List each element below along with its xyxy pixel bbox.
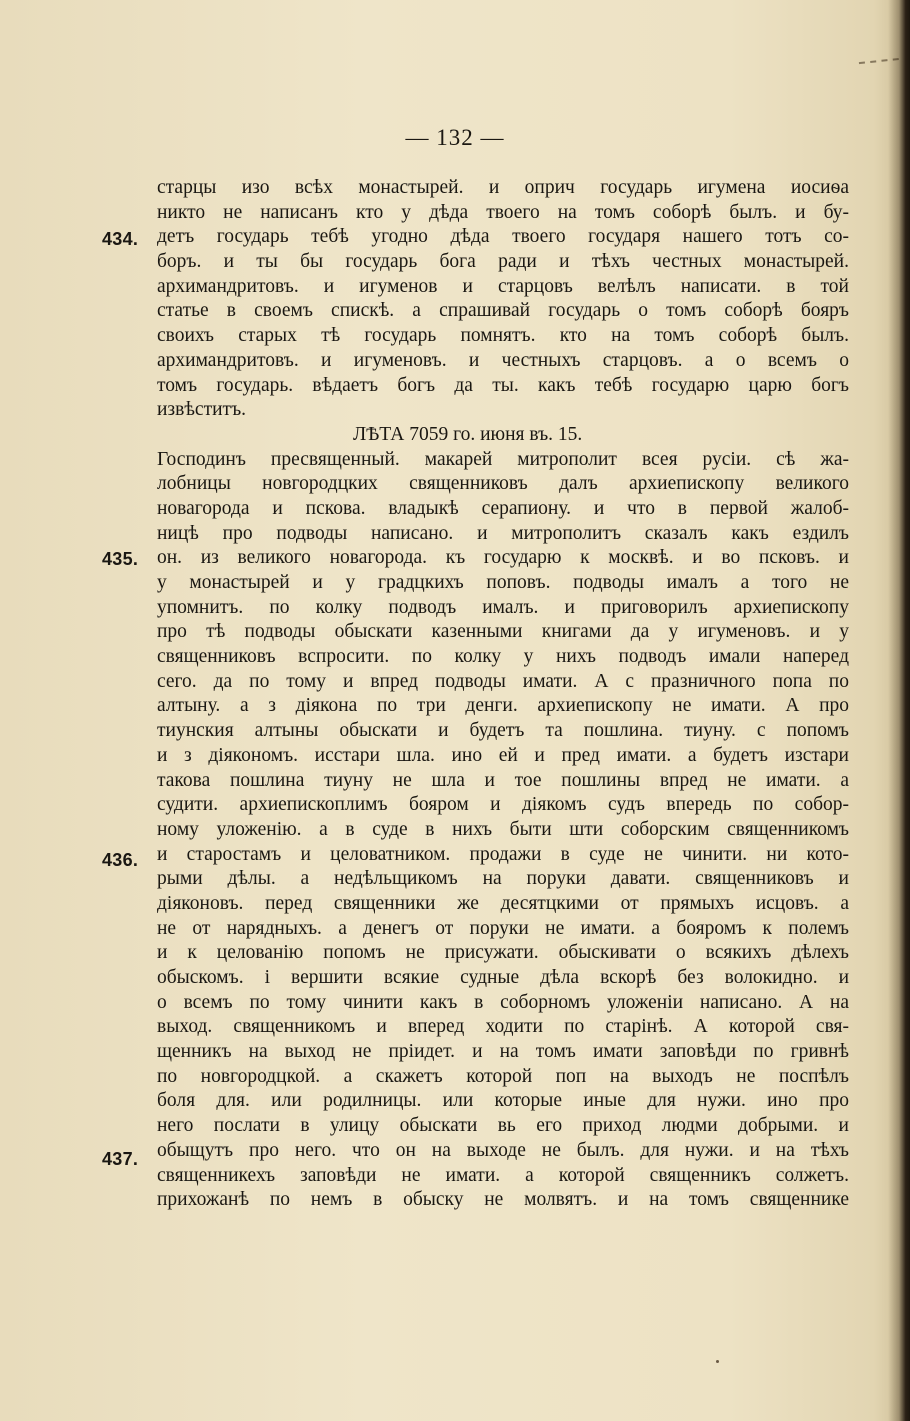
text-line: дiяконовъ. перед священники же десятцкими от прямыхъ исцовъ. а [157,892,849,914]
text-line: старцы изо всѣх монастырей. и оприч государь игумена иосиѳа [157,177,849,198]
text-line: томъ государь. вѣдаетъ богъ да ты. какъ тебѣ государю царю богъ [157,374,849,396]
text-line: обыскомъ. i вершити всякие судные дѣла вскорѣ без волокидно. и [157,967,849,988]
text-line: боръ. и ты бы государь бога ради и тѣхъ честных монастырей. [157,251,849,273]
text-line: и з дiякономъ. исстари шла. ино ей и пред имати. а будетъ изстари [157,744,849,766]
text-line: и старостамъ и целоватником. продажи в суде не чинити. ни кото- [157,843,849,865]
text-line: тиунския алтыны обыскати и будетъ та пошлина. тиуну. с попомъ [157,720,849,742]
text-line: прихожанѣ по немъ в обыску не молвятъ. и на томъ священнике [157,1189,849,1211]
text-line: архимандритовъ. и игуменов и старцовъ велѣлъ написати. в той [157,275,849,297]
text-line: судити. архиепископлимъ бояром и дiякомъ судъ впередь по собор- [157,794,849,816]
text-line: обыщутъ про него. что он на выходе не былъ. для нужи. и на тѣхъ [157,1139,849,1161]
text-line: щенникъ на выход не прiидет. и на томъ имати заповѣди по гривнѣ [157,1041,849,1063]
text-line: священниковъ вспросити. по колку у нихъ подводъ имали наперед [157,646,849,668]
text-line: про тѣ подводы обыскати казенными книгами да у игуменовъ. и у [157,621,849,643]
text-line: упомнитъ. по колку подводъ ималъ. и приговорилъ архиепископу [157,596,849,618]
text-line: архимандритовъ. и игуменовъ. и честныхъ старцовъ. а о всемъ о [157,349,849,371]
text-line: своихъ старых тѣ государь помнятъ. кто на томъ соборѣ былъ. [157,325,849,347]
margin-number-435: 435. [102,549,139,569]
text-line: не от нарядныхъ. а денегъ от поруки не имати. а бояромъ к полемъ [157,917,849,939]
text-line: извѣститъ. [157,399,247,421]
text-line: новагорода и пскова. владыкѣ серапиону. и что в первой жалоб- [157,497,849,519]
page-edge-shadow [888,0,910,1421]
text-line: боля для. или родилницы. или которые иные для нужи. ино про [157,1090,849,1112]
text-line: по новгородцкой. а скажетъ которой поп на выходъ не поспѣлъ [157,1065,849,1087]
edge-mark [859,58,901,86]
text-line: алтыну. а з дiякона по три денги. архиепископу не имати. А про [157,695,849,717]
text-line: такова пошлина тиуну не шла и тое пошлины впред не имати. а [157,769,849,791]
margin-number-434: 434. [102,229,139,249]
text-line: выход. священникомъ и вперед ходити по старiнѣ. А которой свя- [157,1016,849,1038]
page-number: — 132 — [405,125,505,150]
ink-speck [716,1360,719,1363]
text-line: статье в своемъ спискѣ. а спрашивай государь о томъ соборѣ бояръ [157,300,849,322]
text-line: Господинъ пресвященный. макарей митрополит всея русiи. сѣ жа- [157,448,849,470]
text-line: он. из великого новагорода. къ государю к москвѣ. и во псковъ. и [157,547,849,569]
text-line: него послати в улицу обыскати вь его приход людми добрыми. и [157,1115,849,1137]
section-heading: ЛѢТА 7059 го. июня въ. 15. [353,423,583,445]
text-line: ницѣ про подводы написано. и митрополитъ сказалъ какъ ездилъ [157,522,849,544]
text-line: детъ государь тебѣ угодно дѣда твоего государя нашего тотъ со- [157,226,849,248]
text-line: у монастырей и у градцкихъ поповъ. подводы ималъ а того не [157,572,849,593]
text-line: никто не написанъ кто у дѣда твоего на томъ соборѣ былъ. и бу- [157,201,849,223]
text-line: и к целованiю попомъ не присужати. обыскивати о всякихъ дѣлехъ [157,942,849,964]
text-line: священникехъ заповѣди не имати. а которой священникъ солжетъ. [157,1164,849,1186]
text-line: сего. да по тому и впред подводы имати. А с празничного попа по [157,670,849,692]
text-line: о всемъ по тому чинити какъ в соборномъ уложенiи написано. А на [157,991,849,1013]
text-line: рыми дѣлы. а недѣльщикомъ на поруки давати. священниковъ и [157,868,849,890]
margin-number-436: 436. [102,850,139,870]
text-line: лобницы новгородцких священниковъ далъ архиепископу великого [157,473,849,495]
margin-number-437: 437. [102,1149,139,1169]
text-line: ному уложенiю. а в суде в нихъ быти шти соборским священникомъ [157,818,849,840]
body-text [157,176,849,1213]
